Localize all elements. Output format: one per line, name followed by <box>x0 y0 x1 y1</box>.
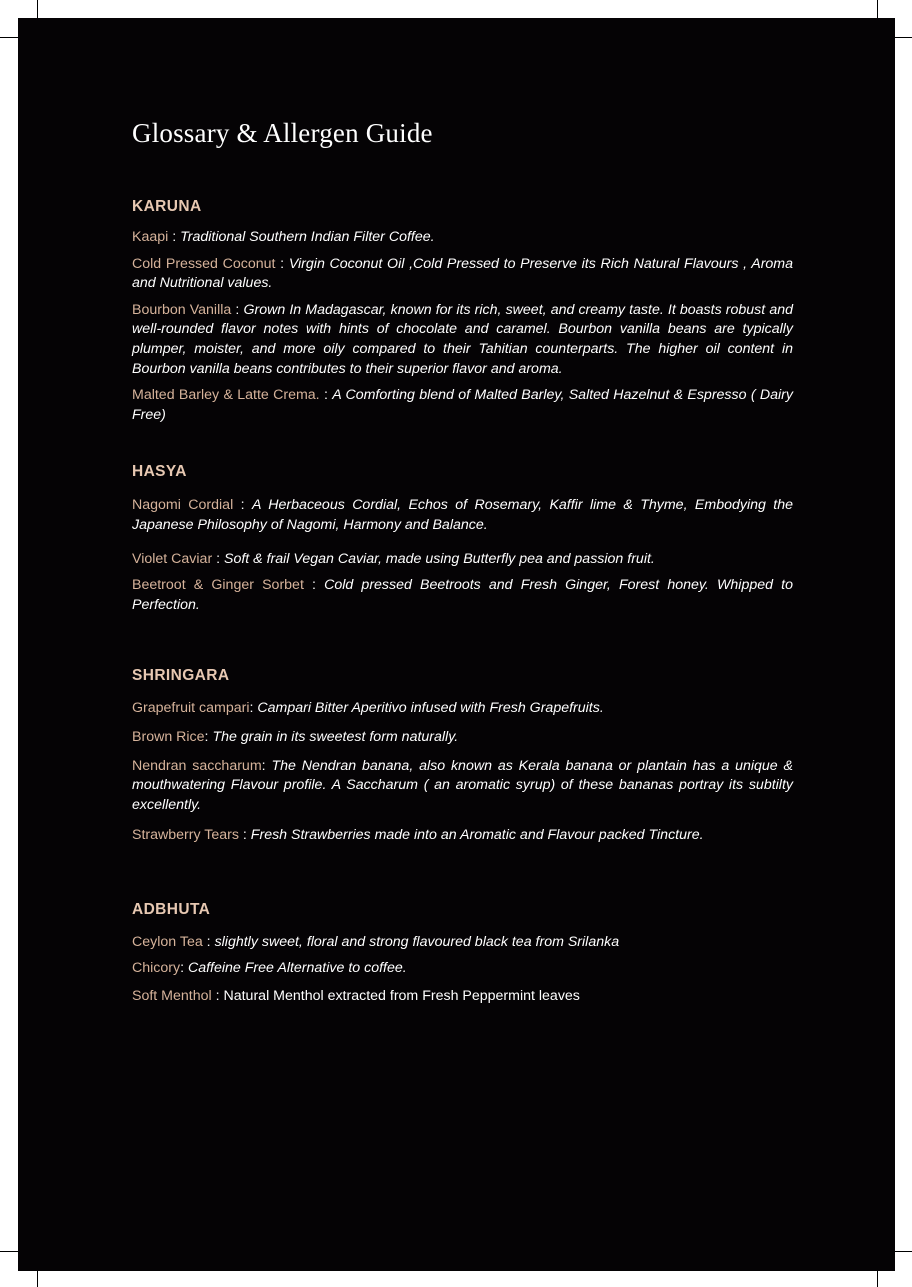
glossary-entry <box>132 496 793 535</box>
entry-description: Grown In Madagascar, known for its rich, sweet, and creamy taste. It boasts robust and well-rounded flavor notes with hints of chocolate and caramel. Bourbon vanilla beans are typically plumper, moister, and more oily compared to their Tahitian counterparts. The higher oil content in Bourbon vanilla beans contributes to their superior flavor and aroma. <box>132 301 793 377</box>
entry-separator: : <box>261 757 272 774</box>
entry-description: The grain in its sweetest form naturally. <box>212 728 459 745</box>
entry-description: A Comforting blend of Malted Barley, Salted Hazelnut & Espresso ( Dairy Free) <box>132 387 793 423</box>
entry-separator: : <box>204 728 213 745</box>
glossary-entry <box>132 550 793 570</box>
glossary-entry <box>132 959 793 979</box>
entry-term: Malted Barley & Latte Crema. <box>132 387 320 404</box>
entry-separator: : <box>249 700 258 717</box>
section-adbhuta <box>132 901 793 1007</box>
entry-description: Caffeine Free Alternative to coffee. <box>187 960 407 977</box>
crop-mark <box>877 0 878 18</box>
entry-term: Ceylon Tea <box>132 933 203 950</box>
glossary-entry <box>132 757 793 816</box>
entry-description: Soft & frail Vegan Caviar, made using Butterfly pea and passion fruit. <box>224 550 655 567</box>
entry-term: Kaapi <box>132 229 169 245</box>
entry-separator: : <box>212 550 224 567</box>
glossary-entry <box>132 301 793 379</box>
entry-separator: : <box>231 301 244 318</box>
crop-mark <box>37 0 38 18</box>
section-heading: HASYA <box>132 463 187 481</box>
entry-term: Strawberry Tears <box>132 827 239 844</box>
entry-description: Cold pressed Beetroots and Fresh Ginger, Forest honey. Whipped to Perfection. <box>132 577 793 613</box>
entry-description: slightly sweet, floral and strong flavoured black tea from Srilanka <box>214 933 620 950</box>
glossary-entry <box>132 255 793 294</box>
entry-term: Nagomi Cordial <box>132 497 234 514</box>
glossary-entry <box>132 728 793 748</box>
entry-description: Traditional Southern Indian Filter Coffee. <box>180 229 435 245</box>
crop-mark <box>0 37 18 38</box>
section-shringara <box>132 667 793 846</box>
crop-mark <box>895 1251 912 1252</box>
entry-separator: : <box>202 933 215 950</box>
entry-separator: : <box>168 229 181 245</box>
page-title: Glossary & Allergen Guide <box>132 118 433 148</box>
menu-sheet <box>18 18 895 1271</box>
crop-mark <box>895 37 912 38</box>
entry-term: Soft Menthol <box>132 988 212 1005</box>
entry-term: Chicory <box>132 960 181 977</box>
glossary-entry <box>132 933 793 953</box>
entry-description: The Nendran banana, also known as Kerala banana or plantain has a unique & mouthwatering Flavour profile. A Saccharum ( an aromatic syrup) of these bananas portray its subtilty excellently. <box>132 757 793 813</box>
entry-separator: : <box>238 827 251 844</box>
entry-description: Fresh Strawberries made into an Aromatic and Flavour packed Tincture. <box>250 827 704 844</box>
entry-term: Grapefruit campari <box>132 700 250 717</box>
section-heading: SHRINGARA <box>132 667 230 685</box>
entry-description: Virgin Coconut Oil ,Cold Pressed to Preserve its Rich Natural Flavours , Aroma and Nutritional values. <box>132 255 794 292</box>
glossary-entry <box>132 987 793 1007</box>
entry-term: Beetroot & Ginger Sorbet <box>132 577 304 594</box>
entry-separator: : <box>303 577 325 594</box>
entry-separator: : <box>319 387 333 404</box>
glossary-content <box>132 118 793 1014</box>
entry-separator: : <box>233 497 252 514</box>
entry-description: A Herbaceous Cordial, Echos of Rosemary, Kaffir lime & Thyme, Embodying the Japanese Philosophy of Nagomi, Harmony and Balance. <box>132 497 794 533</box>
entry-term: Cold Pressed Coconut <box>132 255 276 272</box>
crop-mark <box>877 1271 878 1287</box>
glossary-entry <box>132 576 793 615</box>
crop-mark <box>0 1251 18 1252</box>
entry-separator: : <box>211 988 224 1005</box>
glossary-entry <box>132 386 793 425</box>
section-hasya <box>132 463 793 615</box>
section-heading: ADBHUTA <box>132 900 211 918</box>
entry-description: Campari Bitter Aperitivo infused with Fresh Grapefruits. <box>257 700 604 717</box>
entry-description: Natural Menthol extracted from Fresh Peppermint leaves <box>223 988 580 1005</box>
entry-separator: : <box>180 960 188 977</box>
entry-term: Brown Rice <box>132 728 205 745</box>
glossary-entry <box>132 228 793 248</box>
entry-term: Violet Caviar <box>132 550 213 567</box>
entry-term: Bourbon Vanilla <box>132 301 232 318</box>
glossary-entry <box>132 826 793 846</box>
crop-mark <box>37 1271 38 1287</box>
entry-term: Nendran saccharum <box>132 757 262 774</box>
entry-separator: : <box>275 255 289 272</box>
section-heading: KARUNA <box>132 198 202 215</box>
section-karuna <box>132 198 793 425</box>
glossary-entry <box>132 699 793 719</box>
